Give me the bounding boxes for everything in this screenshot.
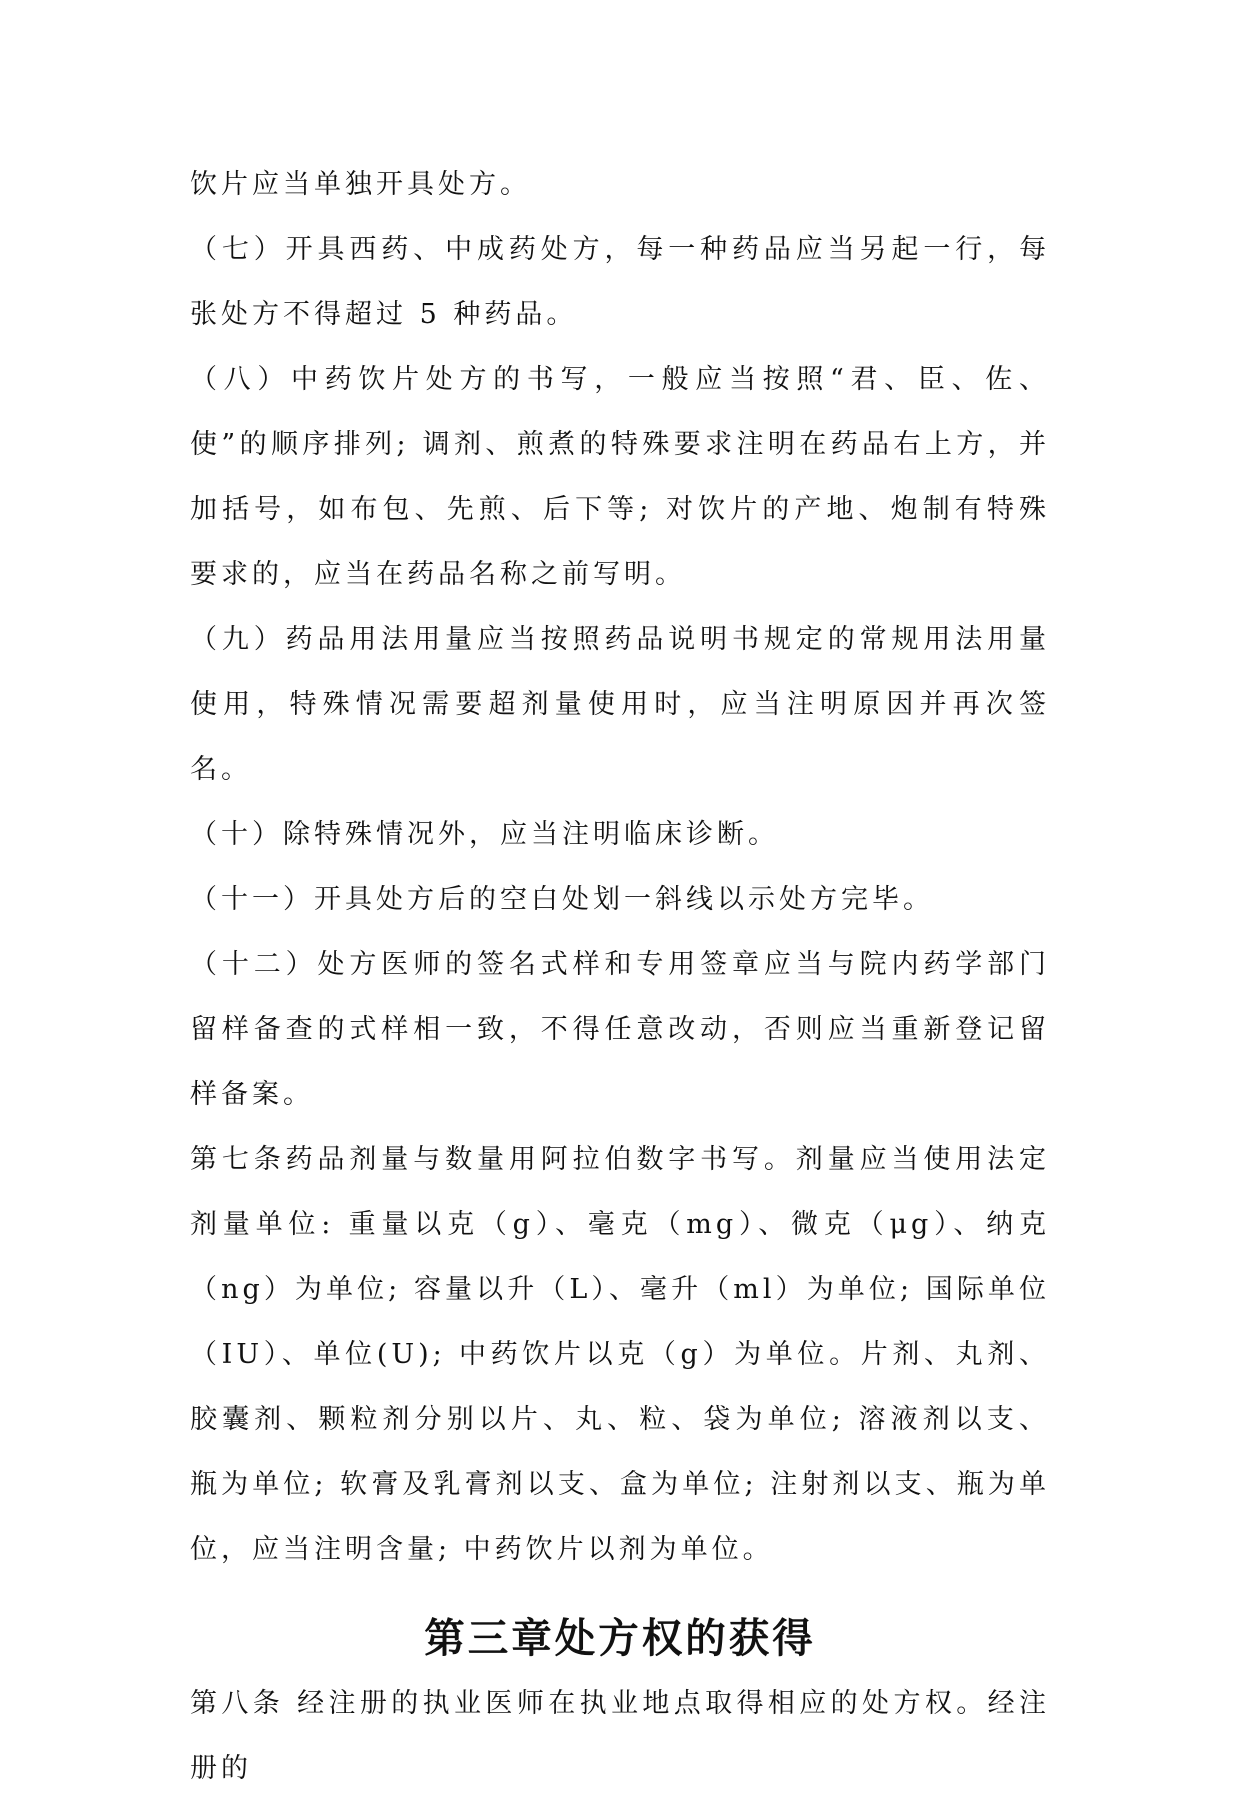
paragraph-7: （十二）处方医师的签名式样和专用签章应当与院内药学部门留样备查的式样相一致，不得任意改动，否则应当重新登记留样备案。 <box>190 949 1050 1110</box>
paragraph-4: （九）药品用法用量应当按照药品说明书规定的常规用法用量使用，特殊情况需要超剂量使用时，应当注明原因并再次签名。 <box>190 624 1050 785</box>
paragraph-article-7: 第七条药品剂量与数量用阿拉伯数字书写。剂量应当使用法定剂量单位: 重量以克（g）、毫克（mg）、微克（μg）、纳克（ng）为单位; 容量以升（L）、毫升（ml）为单位; 国际单位（IU）、单位(U); 中药饮片以克（g）为单位。片剂、丸剂、胶囊剂、颗粒剂分别以片、丸、粒、袋为单位; 溶液剂以支、瓶为单位; 软膏及乳膏剂以支、盒为单位; 注射剂以支、瓶为单位，应当注明含量; 中药饮片以剂为单位。 <box>190 1144 1050 1565</box>
paragraph-5: （十）除特殊情况外，应当注明临床诊断。 <box>190 819 779 850</box>
chapter-heading: 第三章处方权的获得 <box>424 1614 816 1662</box>
paragraph-6: （十一）开具处方后的空白处划一斜线以示处方完毕。 <box>190 884 934 915</box>
paragraph-3: （八）中药饮片处方的书写，一般应当按照“君、臣、佐、使”的顺序排列; 调剂、煎煮的特殊要求注明在药品右上方，并加括号，如布包、先煎、后下等; 对饮片的产地、炮制有特殊要求的，应当在药品名称之前写明。 <box>190 364 1050 590</box>
paragraph-2: （七）开具西药、中成药处方，每一种药品应当另起一行，每张处方不得超过 5 种药品。 <box>190 234 1050 330</box>
paragraph-article-8: 第八条 经注册的执业医师在执业地点取得相应的处方权。经注册的 <box>190 1688 1050 1784</box>
document-body <box>190 152 1050 1801</box>
paragraph-1: 饮片应当单独开具处方。 <box>190 169 531 200</box>
